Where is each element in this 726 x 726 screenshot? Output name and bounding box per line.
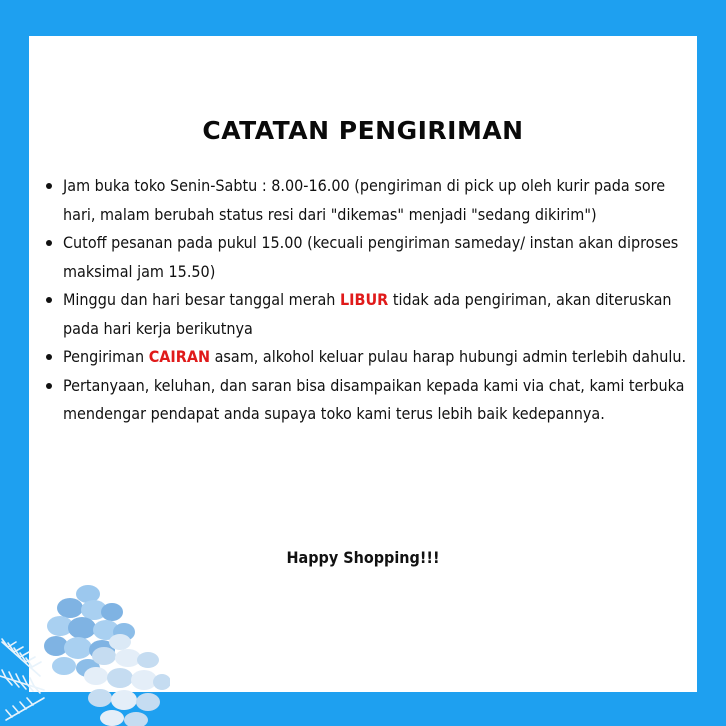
note-text: asam, alkohol keluar pulau harap hubungi admin terlebih dahulu. [210,347,687,366]
note-text: Jam buka toko Senin-Sabtu : 8.00-16.00 (pengiriman di pick up oleh kurir pada sore hari, malam berubah status resi dari "dikemas" menjadi "sedang dikirim") [63,176,666,224]
list-item [42,343,702,372]
page-title: CATATAN PENGIRIMAN [202,116,524,145]
pinecone-icon [0,580,170,726]
note-text: tidak ada pengiriman, akan diteruskan pada hari kerja berikutnya [63,290,672,338]
list-item [42,286,702,343]
note-text: Pertanyaan, keluhan, dan saran bisa disampaikan kepada kami via chat, kami terbuka mendengar pendapat anda supaya toko kami terus lebih baik kedepannya. [63,375,685,423]
note-text: Pengiriman [63,347,149,366]
shipping-notes-list [42,172,702,429]
list-item [42,372,702,429]
list-item [42,172,702,229]
holiday-highlight: LIBUR [339,290,389,309]
list-item [42,229,702,286]
note-text: Minggu dan hari besar tanggal merah [63,290,340,309]
signoff-text: Happy Shopping!!! [286,548,440,567]
note-text: Cutoff pesanan pada pukul 15.00 (kecuali pengiriman sameday/ instan akan diproses maksimal jam 15.50) [63,233,679,281]
liquid-highlight: CAIRAN [148,347,211,366]
